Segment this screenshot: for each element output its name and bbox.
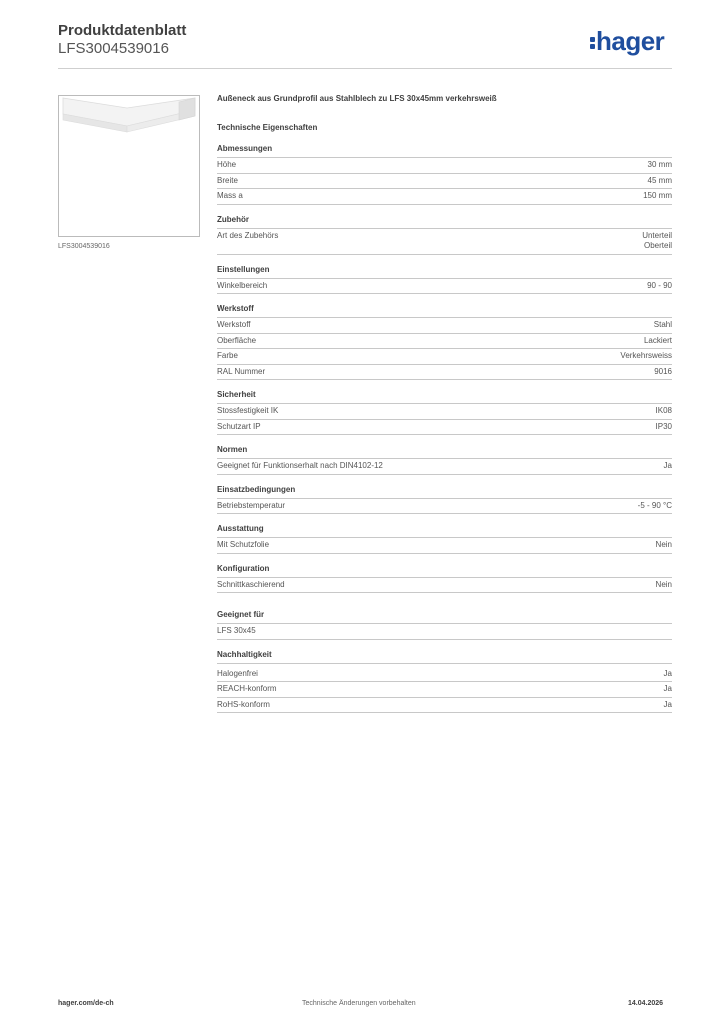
row-label: REACH-konform [217,684,277,693]
row-value: IK08 [655,406,672,415]
table-row [217,158,672,174]
section-settings [217,265,672,295]
spec-content [217,94,672,713]
row-label: Mass a [217,191,243,200]
table-row [217,318,672,334]
section-standards [217,445,672,475]
row-value [642,231,672,252]
table-row [217,698,672,714]
footer-date: 14.04.2026 [628,1000,664,1007]
row-label: LFS 30x45 [217,626,256,635]
row-value: Ja [663,668,672,678]
section-title: Nachhaltigkeit [217,650,672,664]
section-safety [217,390,672,435]
table-row [217,667,672,683]
row-label: Schutzart IP [217,421,261,431]
row-value: Ja [663,699,672,709]
row-label: Farbe [217,351,238,360]
row-label: RAL Nummer [217,366,266,376]
section-dimensions [217,144,672,205]
header-divider [58,68,672,69]
section-title: Werkstoff [217,304,672,318]
row-value: 30 mm [647,160,672,169]
row-label: Betriebstemperatur [217,500,286,510]
row-label: Halogenfrei [217,668,258,678]
row-label: Mit Schutzfolie [217,540,270,549]
row-label: Stossfestigkeit IK [217,406,279,415]
table-row [217,538,672,554]
section-equipment [217,524,672,554]
row-label: RoHS-konform [217,699,270,709]
row-value: -5 - 90 °C [637,500,672,510]
page-header-title: Produktdatenblatt [58,22,187,39]
row-value: Verkehrsweiss [620,351,672,360]
row-label: Geeignet für Funktionserhalt nach DIN4102-12 [217,461,383,470]
table-row [217,189,672,205]
row-value: Nein [655,540,672,549]
table-row [217,229,672,255]
row-value: 150 mm [643,191,672,200]
table-row [217,420,672,436]
section-title: Normen [217,445,672,459]
row-label: Breite [217,175,238,185]
row-value: Ja [663,461,672,470]
table-row [217,365,672,381]
footer-notice: Technische Änderungen vorbehalten [302,1000,416,1007]
section-title: Konfiguration [217,564,672,578]
section-title: Zubehör [217,215,672,229]
corner-profile-icon [59,96,199,236]
product-image [58,95,200,237]
table-row [217,499,672,515]
row-label: Schnittkaschierend [217,579,285,589]
row-value: 90 - 90 [647,280,672,290]
row-value: IP30 [655,421,672,431]
hager-logo[interactable] [590,26,664,57]
row-value: 9016 [654,366,672,376]
row-value-line: Unterteil [642,230,672,240]
section-operating-conditions [217,485,672,515]
section-title: Sicherheit [217,390,672,404]
section-suitable-for [217,610,672,640]
row-label: Art des Zubehörs [217,230,279,240]
logo-text: hager [596,26,665,56]
row-label: Winkelbereich [217,280,268,290]
row-label: Höhe [217,160,237,169]
section-title: Abmessungen [217,144,672,158]
table-row [217,578,672,594]
row-value: Ja [663,684,672,693]
logo-dots-icon [590,32,595,50]
section-configuration [217,564,672,594]
image-caption: LFS3004539016 [58,243,110,250]
table-row [217,404,672,420]
row-value: 45 mm [647,175,672,185]
table-row [217,682,672,698]
product-description: Außeneck aus Grundprofil aus Stahlblech zu LFS 30x45mm verkehrsweiß [217,94,497,103]
table-row [217,349,672,365]
section-title: Ausstattung [217,524,672,538]
row-value-line: Oberteil [643,241,672,250]
section-accessories [217,215,672,255]
row-value: Nein [655,579,672,589]
table-row [217,459,672,475]
section-title: Geeignet für [217,610,672,624]
row-label: Werkstoff [217,320,251,329]
section-sustainability [217,650,672,714]
technical-properties-heading: Technische Eigenschaften [217,123,318,132]
section-title: Einstellungen [217,265,672,279]
table-row [217,174,672,190]
table-row [217,624,672,640]
section-title: Einsatzbedingungen [217,485,672,499]
table-row [217,279,672,295]
table-row [217,334,672,350]
section-material [217,304,672,380]
row-label: Oberfläche [217,335,257,345]
product-code: LFS3004539016 [58,40,169,57]
row-value: Stahl [653,320,672,329]
row-value: Lackiert [643,335,672,345]
footer-website-link[interactable]: hager.com/de-ch [58,1000,114,1007]
